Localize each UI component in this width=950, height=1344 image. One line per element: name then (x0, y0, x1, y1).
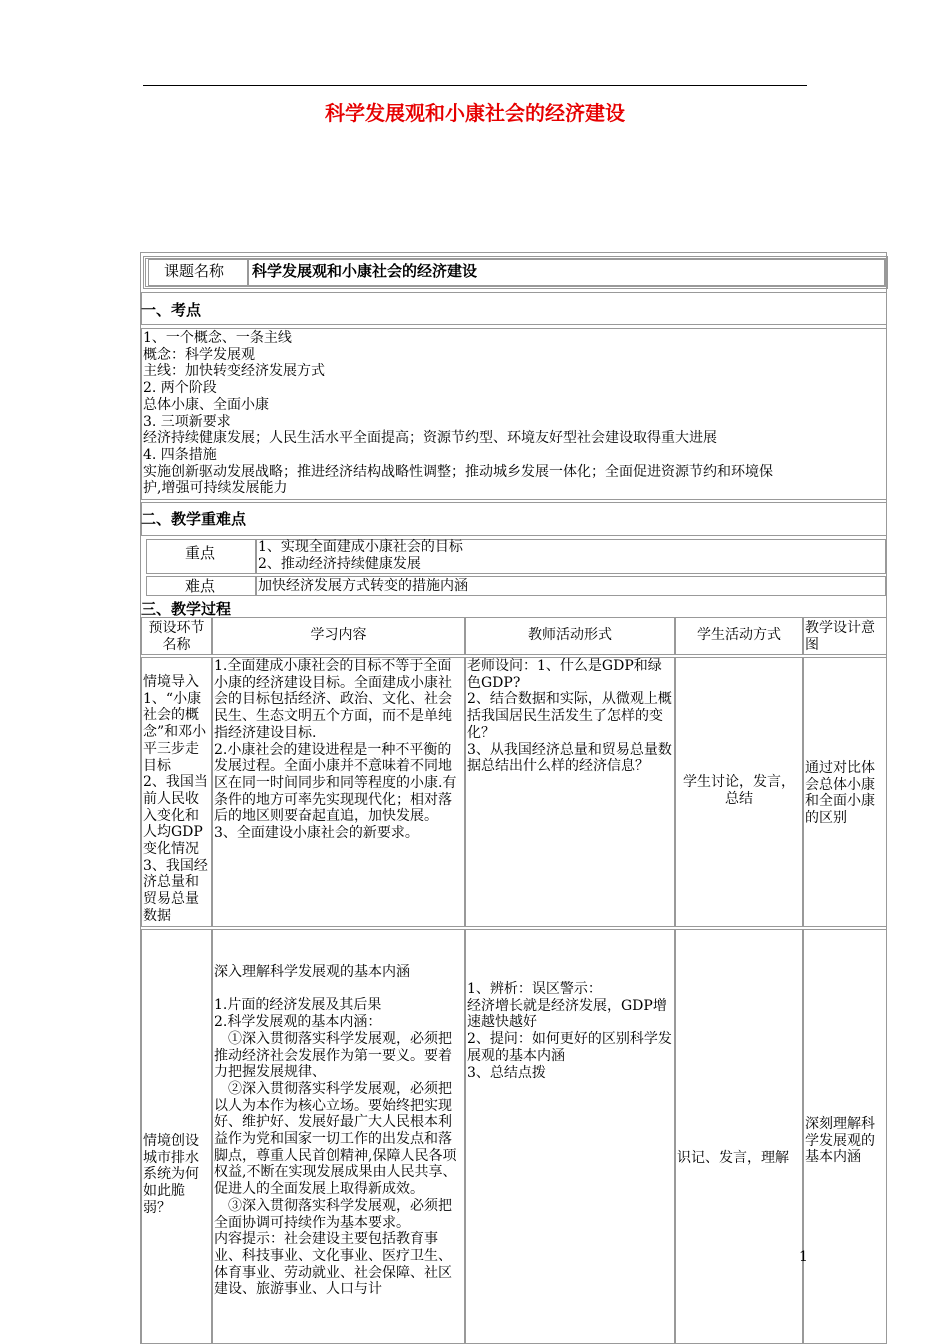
key-point-line: 2、推动经济持续健康发展 (258, 555, 421, 572)
row2-student: 识记、发言，理解 (677, 1150, 789, 1166)
exam-point-line: 主线：加快转变经济发展方式 (143, 363, 325, 380)
difficult-value: 加快经济发展方式转变的措施内涵 (258, 578, 468, 594)
section2-heading-cell (141, 502, 887, 536)
row2-intent: 深刻理解科学发展观的基本内涵 (805, 1116, 875, 1166)
col-header-student: 学生活动方式 (675, 617, 803, 655)
row2-stage-cell (141, 929, 212, 1344)
key-points (258, 539, 463, 572)
key-label: 重点 (185, 544, 216, 562)
row2-intent-cell (803, 929, 887, 1344)
exam-point-line: 4. 四条措施 (143, 446, 217, 463)
exam-point-line: 经济持续健康发展；人民生活水平全面提高；资源节约型、环境友好型社会建设取得重大进展 (143, 430, 717, 447)
exam-point-line: 2. 两个阶段 (143, 380, 217, 397)
row1-student-cell (675, 657, 803, 927)
row1-teacher-cell (465, 657, 675, 927)
section1-heading: 一、考点 (141, 301, 202, 319)
row1-intent-cell (803, 657, 887, 927)
topic-value: 科学发展观和小康社会的经济建设 (252, 262, 478, 280)
key-point-line: 1、实现全面建成小康社会的目标 (258, 539, 463, 555)
exam-point-line: 实施创新驱动发展战略；推进经济结构战略性调整；推动城乡发展一体化；全面促进资源节约和环境保 (143, 463, 773, 480)
page-number: 1 (799, 1249, 808, 1265)
row2-student-cell (675, 929, 803, 1344)
row1-content: 1.全面建成小康社会的目标不等于全面小康的经济建设目标。全面建成小康社会的目标包括经济、政治、文化、社会民生、生态文明五个方面，而不是单纯指经济建设目标. 2.小康社会的建设进程是一种不平衡的发展过程。全面小康并不意味着不同地区在同一时间同步和同等程度的小康.有条件的地方可率先实现现代化；相对落后的地区则要奋起直追，加快发展。 3、全面建设小康社会的新要求。 (214, 658, 457, 842)
row1-student: 学生讨论，发言，总结 (683, 774, 795, 807)
section1-body (143, 330, 885, 497)
row2-teacher: 1、辨析：误区警示： 经济增长就是经济发展，GDP增速越快越好 2、提问：如何更好的区别科学发展观的基本内涵 3、总结点拨 (467, 981, 672, 1081)
section1-heading-cell (141, 292, 887, 325)
section2-heading: 二、教学重难点 (141, 510, 247, 528)
exam-point-line: 3. 三项新要求 (143, 413, 231, 430)
col-header-teacher: 教师活动形式 (465, 617, 675, 655)
row1-teacher: 老师设问：1、什么是GDP和绿色GDP? 2、结合数据和实际，从微观上概括我国居民生活发生了怎样的变化？ 3、从我国经济总量和贸易总量数据总结出什么样的经济信息？ (467, 658, 672, 775)
document-title: 科学发展观和小康社会的经济建设 (325, 101, 625, 125)
col-header-intent: 教学设计意图 (803, 617, 887, 655)
row1-stage: 情境导入 1、“小康社会的概念”和邓小平三步走目标 2、我国当前人民收入变化和人均GDP变化情况 3、我国经济总量和贸易总量数据 (143, 674, 208, 924)
row2-content-cell (212, 929, 465, 1344)
row1-content-cell (212, 657, 465, 927)
row1-stage-cell (141, 657, 212, 927)
col-header-content: 学习内容 (212, 617, 465, 655)
exam-point-line: 1、一个概念、一条主线 (143, 330, 292, 346)
exam-point-line: 概念：科学发展观 (143, 346, 255, 363)
exam-point-line: 护,增强可持续发展能力 (143, 480, 288, 497)
row2-teacher-cell (465, 929, 675, 1344)
row1-intent: 通过对比体会总体小康和全面小康的区别 (805, 760, 875, 827)
header-rule (143, 85, 807, 86)
exam-point-line: 总体小康、全面小康 (143, 396, 269, 413)
difficult-label: 难点 (185, 577, 216, 595)
col-header-stage: 预设环节名称 (141, 617, 212, 655)
row2-stage: 情境创设城市排水系统为何如此脆弱？ (143, 1133, 199, 1216)
section3-heading: 三、教学过程 (141, 600, 232, 618)
row2-content: 深入理解科学发展观的基本内涵 1.片面的经济发展及其后果 2.科学发展观的基本内涵： ①深入贯彻落实科学发展观，必须把推动经济社会发展作为第一要义。要着力把握发展规律、 ②深入贯彻落实科学发展观，必须把以人为本作为核心立场。要始终把实现好、维护好、发展好最广大人民根本利益作为党和国家一切工作的出发点和落脚点，尊重人民首创精神,保障人民各项权益,不断在实现发展成果由人民共享、促进人的全面发展上取得新成效。 ③深入贯彻落实科学发展观，必须把全面协调可持续作为基本要求。 内容提示：社会建设主要包括教育事业、科技事业、文化事业、医疗卫生、体育事业、劳动就业、社会保障、社区建设、旅游事业、人口与计 (214, 964, 457, 1298)
topic-label: 课题名称 (164, 262, 225, 280)
